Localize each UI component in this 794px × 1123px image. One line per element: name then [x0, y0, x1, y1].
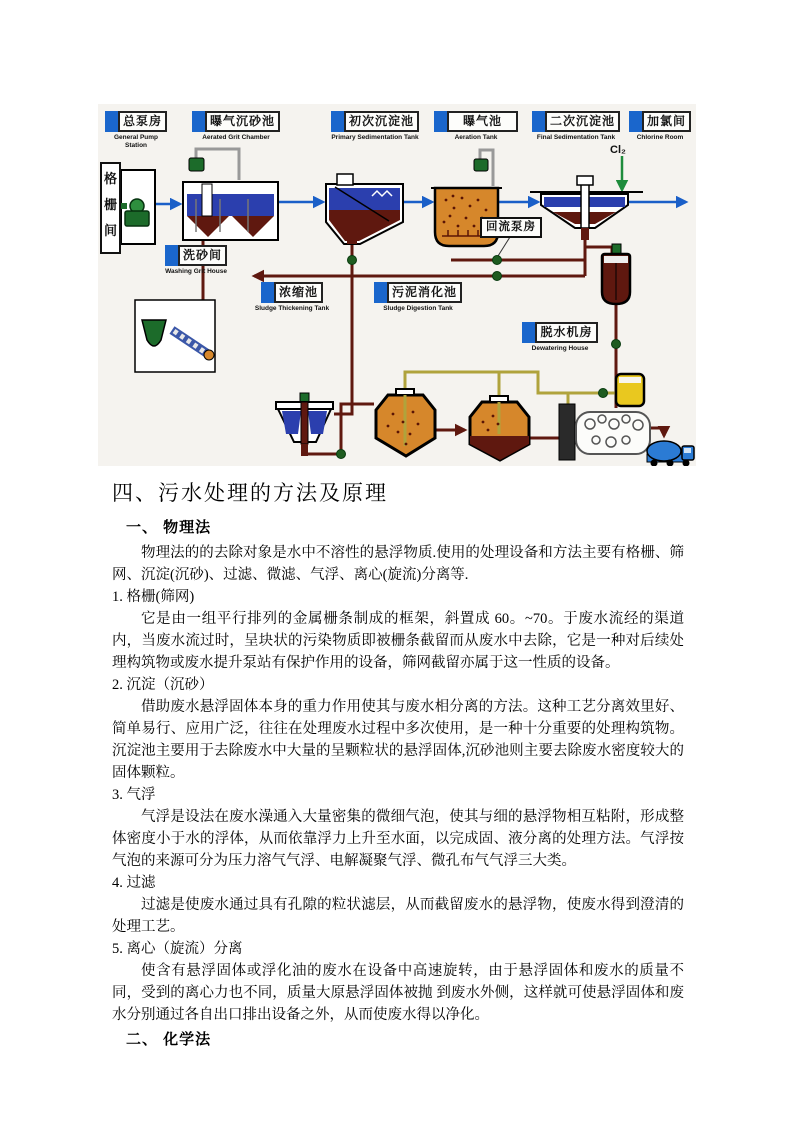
station-label-digestion — [366, 282, 470, 313]
section-title-chemical: 二、 化学法 — [126, 1031, 212, 1048]
washing-grit-equipment — [135, 300, 215, 372]
station-zh-label: 加氯间 — [642, 111, 691, 132]
section-title-physical: 一、 物理法 — [126, 519, 212, 536]
label-blue-square-icon — [629, 111, 642, 132]
primary-sedimentation-tank — [326, 174, 403, 244]
paragraph: 物理法的的去除对象是水中不溶性的悬浮物质.使用的处理设备和方法主要有格栅、筛网、沉淀(沉砂)、过滤、微滤、气浮、离心(旋流)分离等. — [112, 545, 684, 583]
label-blue-square-icon — [261, 282, 274, 303]
station-label-thickening — [244, 282, 340, 313]
sludge-digester-2 — [470, 396, 529, 460]
paragraph: 借助废水悬浮固体本身的重力作用使其与废水相分离的方法。这种工艺分离效里好、简单易行、应用广泛，往往在处理废水过程中多次使用，是一种十分重要的处理构筑物。沉淀池主要用于去除废水中大量的呈颗粒状的悬浮固体,沉砂池则主要去除废水密度较大的固体颗粒。 — [112, 699, 684, 781]
station-zh-label: 曝气沉砂池 — [205, 111, 280, 132]
station-en-label: Dewatering House — [531, 345, 589, 352]
label-blue-square-icon — [522, 322, 535, 343]
sludge-digester-1 — [376, 389, 435, 456]
station-label-washing-grit — [148, 245, 244, 276]
station-zh-label: 污泥消化池 — [387, 282, 462, 303]
sludge-thickening-tank — [276, 393, 333, 456]
final-sedimentation-tank — [530, 176, 643, 240]
station-zh-label: 脱水机房 — [535, 322, 597, 343]
station-en-label: Final Sedimentation Tank — [536, 134, 616, 141]
station-zh-label: 二次沉淀池 — [545, 111, 620, 132]
station-en-label: Sludge Thickening Tank — [254, 305, 330, 312]
station-en-label: General Pump Station — [113, 134, 159, 149]
station-label-final-sedimentation — [534, 111, 618, 142]
station-label-aerated-grit — [184, 111, 288, 142]
station-label-primary-sedimentation — [316, 111, 434, 142]
list-item-heading: 4. 过滤 — [112, 875, 156, 891]
station-en-label: Primary Sedimentation Tank — [331, 134, 419, 141]
aerated-grit-chamber-tank — [183, 149, 278, 240]
list-item-heading: 3. 气浮 — [112, 787, 156, 803]
paragraph: 它是由一组平行排列的金属栅条制成的框架，斜置成 60。~70。于废水流经的渠道内，当废水流过时，呈块状的污染物质即被栅条截留而从废水中去除，它是一种对后续处理构筑物或废水提升泵站有保护作用的设备，筛网截留亦属于这一性质的设备。 — [112, 611, 684, 671]
station-en-label: Aeration Tank — [454, 134, 498, 141]
label-blue-square-icon — [165, 245, 178, 266]
pump-station-equipment — [120, 170, 155, 244]
station-en-label: Sludge Digestion Tank — [383, 305, 453, 312]
label-blue-square-icon — [105, 111, 118, 132]
station-en-label: Chlorine Room — [636, 134, 684, 141]
reflux-label-connector — [498, 237, 510, 256]
grid-room-label: 格栅间 — [100, 162, 121, 254]
station-label-dewatering — [512, 322, 608, 353]
label-blue-square-icon — [374, 282, 387, 303]
station-zh-label: 浓缩池 — [274, 282, 323, 303]
label-blue-square-icon — [434, 111, 447, 132]
label-blue-square-icon — [532, 111, 545, 132]
station-zh-label: 曝气池 — [447, 111, 518, 132]
chlorine-gas-label: Cl₂ — [610, 144, 626, 156]
list-item-heading: 1. 格栅(筛网) — [112, 589, 195, 605]
document-body — [112, 482, 684, 1054]
dewatering-machine — [559, 404, 650, 460]
list-item-heading: 2. 沉淀（沉砂） — [112, 677, 214, 693]
paragraph: 过滤是使废水通过具有孔隙的粒状滤层，从而截留废水的悬浮物，使废水得到澄清的处理工艺。 — [112, 897, 684, 935]
station-label-chlorine-room — [626, 111, 694, 142]
page-heading: 四、污水处理的方法及原理 — [112, 481, 388, 505]
station-zh-label: 初次沉淀池 — [344, 111, 419, 132]
station-en-label: Aerated Grit Chamber — [202, 134, 270, 141]
label-blue-square-icon — [331, 111, 344, 132]
reflux-pump-room-label: 回流泵房 — [480, 217, 542, 238]
station-label-aeration — [428, 111, 524, 142]
station-en-label: Washing Grit House — [165, 268, 227, 275]
wastewater-process-diagram — [98, 104, 696, 466]
station-zh-label: 洗砂间 — [178, 245, 227, 266]
sludge-truck — [647, 441, 694, 466]
label-blue-square-icon — [192, 111, 205, 132]
gas-holder — [616, 374, 644, 406]
list-item-heading: 5. 离心（旋流）分离 — [112, 941, 243, 957]
paragraph: 使含有悬浮固体或浮化油的废水在设备中高速旋转，由于悬浮固体和废水的质量不同，受到的离心力也不同，质量大原悬浮固体被抛 到废水外侧，这样就可使悬浮固体和废水分别通过各自出口排出设备之外，从而使废水得以净化。 — [112, 963, 684, 1023]
sludge-storage-tank — [602, 244, 630, 304]
station-label-general-pump — [104, 111, 168, 150]
station-zh-label: 总泵房 — [118, 111, 167, 132]
paragraph: 气浮是设法在废水澡通入大量密集的微细气泡，使其与细的悬浮物相互粘附，形成整体密度小于水的浮体，从而依靠浮力上升至水面，以完成固、液分离的处理方法。气浮按气泡的来源可分为压力溶气气浮、电解凝聚气浮、微孔布气气浮三大类。 — [112, 809, 684, 869]
